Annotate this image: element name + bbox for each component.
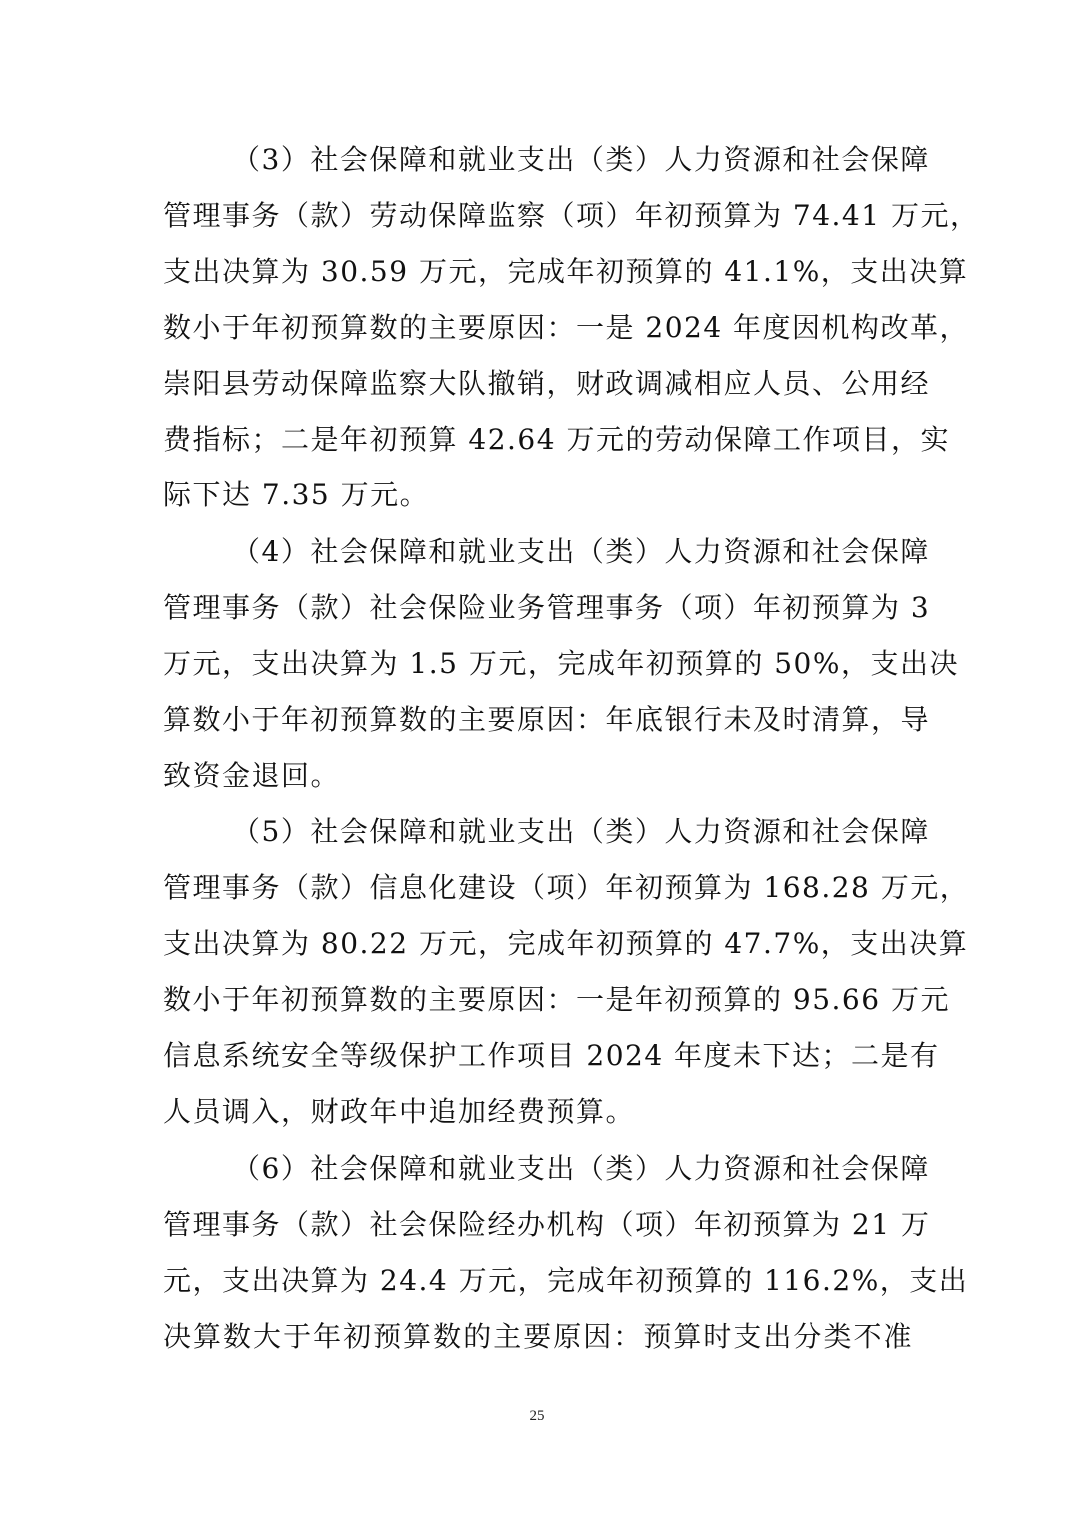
- paragraph-6-line-4: 决算数大于年初预算数的主要原因：预算时支出分类不准: [163, 1320, 913, 1353]
- paragraph-5-line-4: 数小于年初预算数的主要原因：一是年初预算的 95.66 万元: [163, 983, 950, 1016]
- paragraph-3-line-1: （3）社会保障和就业支出（类）人力资源和社会保障: [232, 143, 930, 176]
- paragraph-5-line-5: 信息系统安全等级保护工作项目 2024 年度未下达；二是有: [163, 1039, 940, 1072]
- paragraph-3-line-2: 管理事务（款）劳动保障监察（项）年初预算为 74.41 万元，: [163, 199, 980, 232]
- paragraph-4-line-2: 管理事务（款）社会保险业务管理事务（项）年初预算为 3: [163, 591, 931, 624]
- paragraph-6-line-3: 元，支出决算为 24.4 万元，完成年初预算的 116.2%，支出: [163, 1264, 969, 1297]
- page-number: 25: [529, 1408, 545, 1424]
- paragraph-4-line-1: （4）社会保障和就业支出（类）人力资源和社会保障: [232, 535, 930, 568]
- paragraph-4-line-3: 万元，支出决算为 1.5 万元，完成年初预算的 50%，支出决: [163, 647, 959, 680]
- paragraph-6-line-1: （6）社会保障和就业支出（类）人力资源和社会保障: [232, 1152, 930, 1185]
- paragraph-6-line-2: 管理事务（款）社会保险经办机构（项）年初预算为 21 万: [163, 1208, 931, 1241]
- paragraph-4-line-5: 致资金退回。: [163, 759, 341, 792]
- paragraph-5-line-2: 管理事务（款）信息化建设（项）年初预算为 168.28 万元，: [163, 871, 970, 904]
- paragraph-5-line-3: 支出决算为 80.22 万元，完成年初预算的 47.7%，支出决算: [163, 927, 969, 960]
- paragraph-5-line-1: （5）社会保障和就业支出（类）人力资源和社会保障: [232, 815, 930, 848]
- paragraph-5-line-6: 人员调入，财政年中追加经费预算。: [163, 1095, 636, 1128]
- paragraph-3-line-3: 支出决算为 30.59 万元，完成年初预算的 41.1%，支出决算: [163, 255, 969, 288]
- paragraph-3-line-6: 费指标；二是年初预算 42.64 万元的劳动保障工作项目，实: [163, 423, 950, 456]
- paragraph-3-line-4: 数小于年初预算数的主要原因：一是 2024 年度因机构改革，: [163, 311, 970, 344]
- paragraph-4-line-4: 算数小于年初预算数的主要原因：年底银行未及时清算，导: [163, 703, 931, 736]
- paragraph-3-line-5: 崇阳县劳动保障监察大队撤销，财政调减相应人员、公用经: [163, 367, 931, 400]
- paragraph-3-line-7: 际下达 7.35 万元。: [163, 478, 430, 511]
